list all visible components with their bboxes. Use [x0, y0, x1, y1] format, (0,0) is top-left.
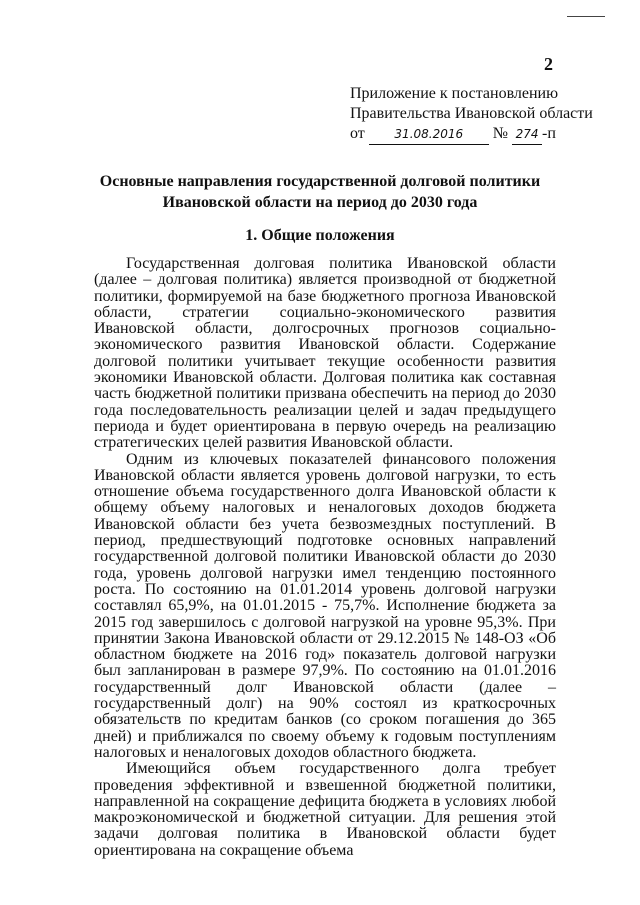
page-number: 2 [544, 54, 553, 74]
handwritten-date: 31.08.2016 [369, 124, 489, 145]
number-prefix: № [492, 125, 509, 142]
number-suffix: -п [542, 125, 556, 142]
document-title [0, 171, 640, 213]
section-heading: 1. Общие положения [245, 227, 395, 244]
title-line-2: Ивановской области на период до 2030 года [162, 194, 478, 211]
pen-mark [567, 16, 605, 19]
body-text [94, 256, 556, 859]
appendix-line-1: Приложение к постановлению [350, 85, 559, 102]
title-line-1: Основные направления государственной долговой политики [99, 173, 541, 190]
handwritten-number: 274 [512, 124, 542, 145]
paragraph: Имеющийся объем государственного долга требует проведения эффективной и взвешенной бюджетной политики, направленной на сокращение дефицита бюджета в условиях любой макроэкономической и бюджетной ситуации. Для решения этой задачи долговая политика в Ивановской области будет ориентирована на сокращение объема [94, 760, 556, 859]
appendix-header [350, 84, 593, 145]
date-prefix: от [350, 125, 365, 142]
appendix-line-2: Правительства Ивановской области [350, 105, 593, 122]
appendix-line-3 [350, 124, 593, 145]
paragraph: Государственная долговая политика Ивановской области (далее – долговая политика) является производной от бюджетной политики, формируемой на базе бюджетного прогноза Ивановской области, стратегии социально-экономического развития Ивановской области, долгосрочных прогнозов социально-экономического развития Ивановской области. Содержание долговой политики учитывает текущие особенности развития экономики Ивановской области. Долговая политика как составная часть бюджетной политики призвана обеспечить на период до 2030 года последовательность реализации целей и задач предыдущего периода и будет ориентирована в первую очередь на реализацию стратегических целей развития Ивановской области. [94, 255, 556, 452]
paragraph: Одним из ключевых показателей финансового положения Ивановской области является уровень долговой нагрузки, то есть отношение объема государственного долга Ивановской области к общему объему налоговых и неналоговых доходов бюджета Ивановской области без учета безвозмездных поступлений. В период, предшествующий подготовке основных направлений государственной долговой политики Ивановской области до 2030 года, уровень долговой нагрузки имел тенденцию постоянного роста. По состоянию на 01.01.2014 уровень долговой нагрузки составлял 65,9%, на 01.01.2015 - 75,7%. Исполнение бюджета за 2015 год завершилось с долговой нагрузкой на уровне 95,3%. При принятии Закона Ивановской области от 29.12.2015 № 148-ОЗ «Об областном бюджете на 2016 год» показатель долговой нагрузки был запланирован в размере 97,9%. По состоянию на 01.01.2016 государственный долг Ивановской области (далее – государственный долг) на 90% состоял из краткосрочных обязательств по кредитам банков (со сроком погашения до 365 дней) и приближался по своему объему к годовым поступлениям налоговых и неналоговых доходов областного бюджета. [94, 450, 556, 761]
